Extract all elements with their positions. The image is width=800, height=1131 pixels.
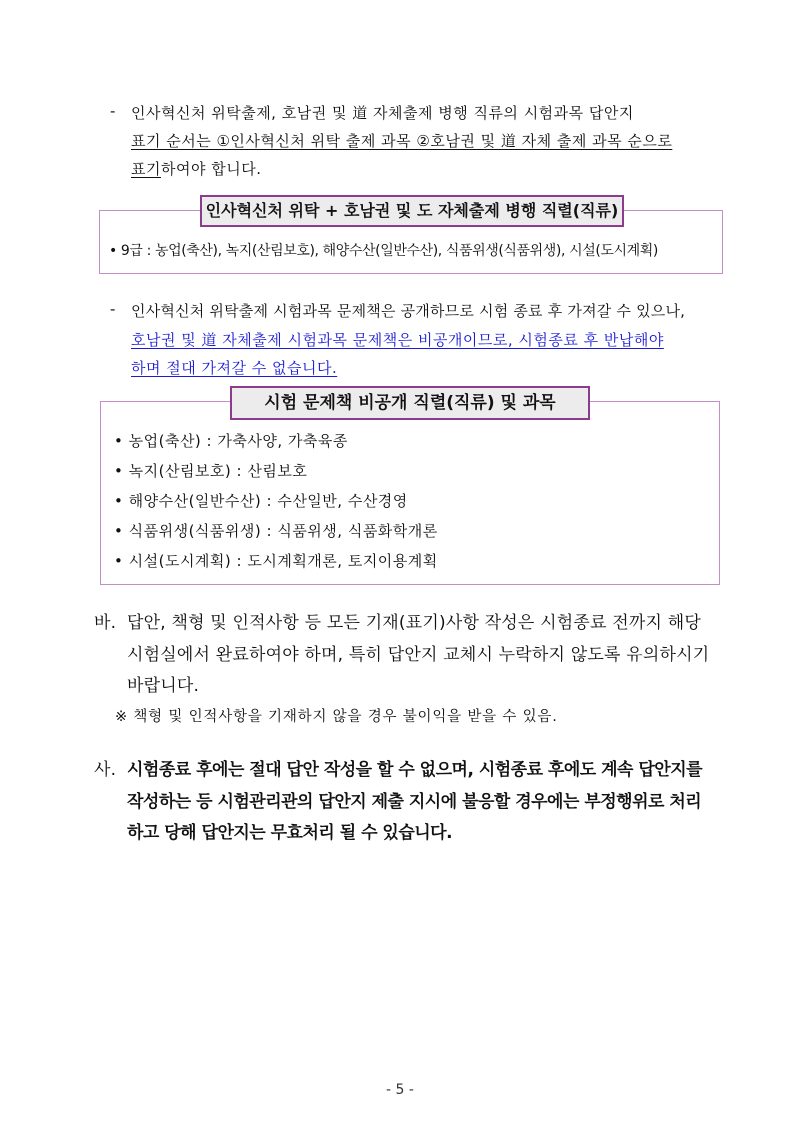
section-marker: 사. — [94, 760, 117, 780]
warning-line: 작성하는 등 시험관리관의 답안지 제출 지시에 불응할 경우에는 부정행위로 처리 — [127, 792, 702, 812]
notice-line: 하며 절대 가져갈 수 없습니다. — [131, 359, 338, 377]
section-marker: 바. — [94, 613, 117, 633]
paragraph-line: 인사혁신처 위탁출제 시험과목 문제책은 공개하므로 시험 종료 후 가져갈 수 있으나, — [131, 302, 686, 320]
box-title: 시험 문제책 비공개 직렬(직류) 및 과목 — [230, 386, 590, 420]
paragraph-line: 인사혁신처 위탁출제, 호남권 및 道 자체출제 병행 직류의 시험과목 답안지 — [131, 104, 634, 122]
paragraph-line — [131, 158, 261, 179]
box-item: • 식품위생(식품위생) : 식품위생, 식품화학개론 — [114, 522, 438, 540]
box-item: • 녹지(산림보호) : 산림보호 — [114, 462, 308, 480]
box-item: • 9급 : 농업(축산), 녹지(산림보호), 해양수산(일반수산), 식품위생(식품위생), 시설(도시계획) — [109, 243, 658, 259]
warning-line: 하고 당해 답안지는 무효처리 될 수 있습니다. — [127, 823, 453, 843]
paragraph-line: 답안, 책형 및 인적사항 등 모든 기재(표기)사항 작성은 시험종료 전까지 해당 — [127, 613, 701, 633]
dash-marker: - — [110, 300, 116, 318]
text-span: 하여야 합니다. — [160, 160, 262, 178]
note-line: ※ 책형 및 인적사항을 기재하지 않을 경우 불이익을 받을 수 있음. — [115, 709, 558, 725]
underlined-word: 표기 — [131, 160, 161, 178]
dash-marker: - — [110, 102, 116, 120]
notice-line: 호남권 및 道 자체출제 시험과목 문제책은 비공개이므로, 시험종료 후 반납해야 — [131, 331, 664, 349]
page-number: - 5 - — [386, 1082, 414, 1098]
paragraph-line: 표기 순서는 ①인사혁신처 위탁 출제 과목 ②호남권 및 道 자체 출제 과목 순으로 — [131, 132, 673, 150]
box-item: • 농업(축산) : 가축사양, 가축육종 — [114, 432, 348, 450]
paragraph-line: 시험실에서 완료하여야 하며, 특히 답안지 교체시 누락하지 않도록 유의하시기 — [127, 645, 710, 665]
warning-line: 시험종료 후에는 절대 답안 작성을 할 수 없으며, 시험종료 후에도 계속 답안지를 — [127, 760, 703, 780]
box-item: • 시설(도시계획) : 도시계획개론, 토지이용계획 — [114, 552, 438, 570]
box-title: 인사혁신처 위탁 + 호남권 및 도 자체출제 병행 직렬(직류) — [200, 195, 624, 227]
box-item: • 해양수산(일반수산) : 수산일반, 수산경영 — [114, 492, 408, 510]
paragraph-line: 바랍니다. — [127, 676, 200, 696]
